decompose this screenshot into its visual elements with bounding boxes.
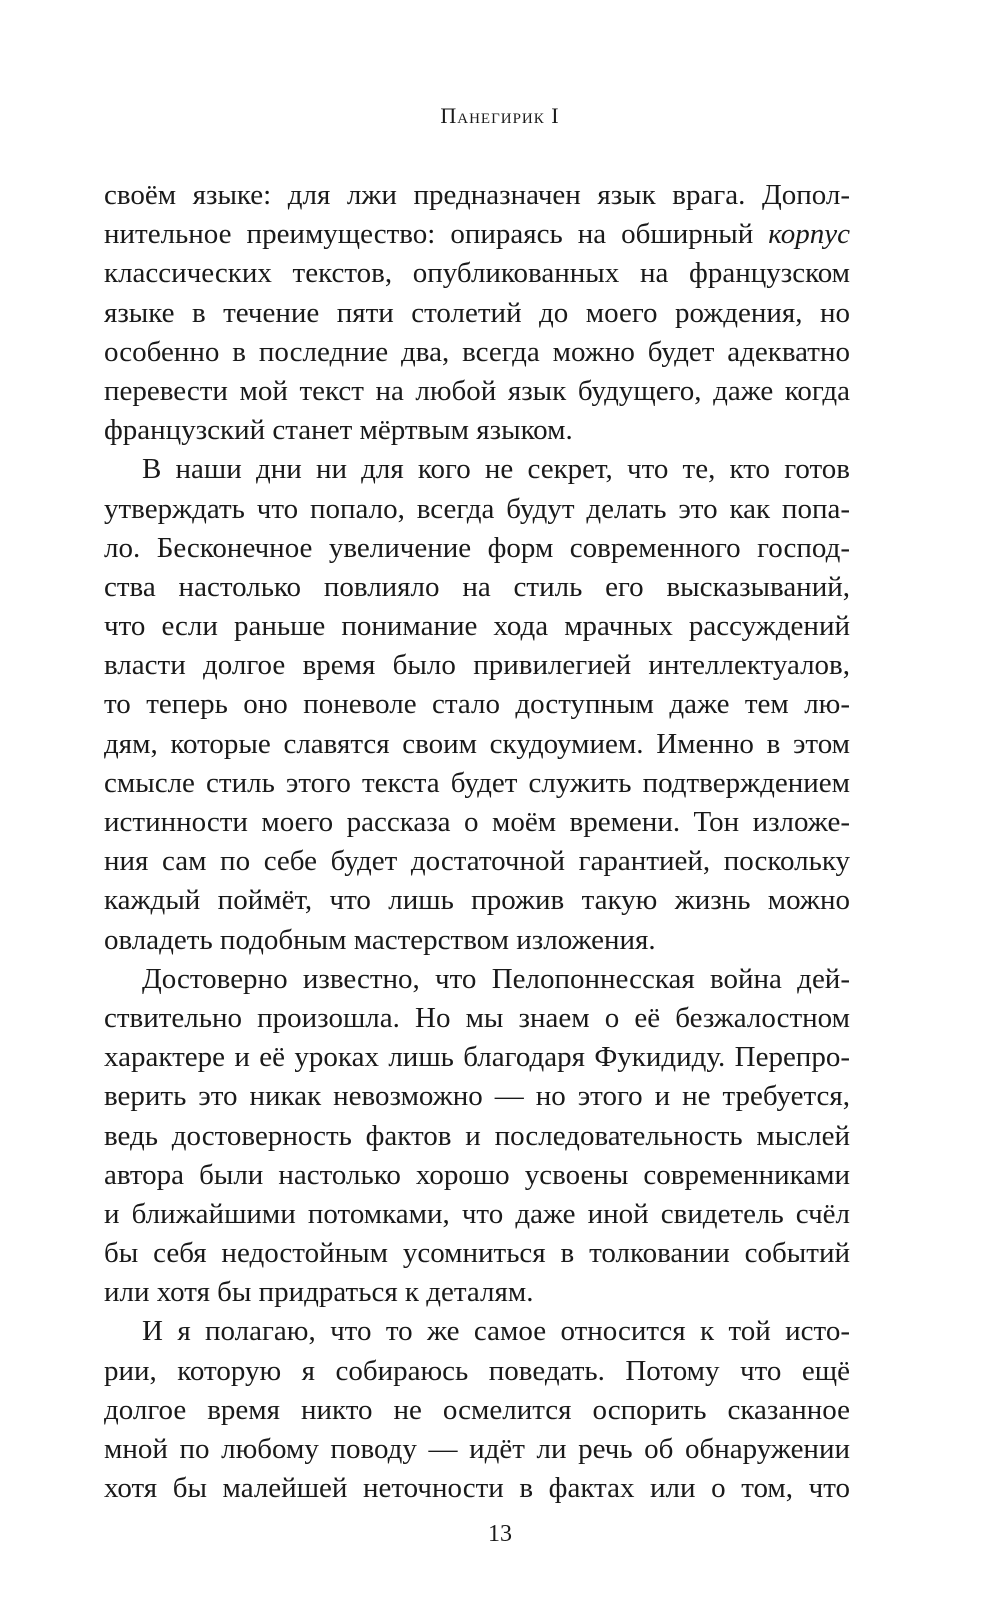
text-line: ведь достоверность фактов и последовательность мыслей [104, 1119, 850, 1152]
text-line: утверждать что попало, всегда будут делать это как попа- [104, 492, 850, 525]
paragraph [104, 450, 850, 959]
text-line: Достоверно известно, что Пелопоннесская война дей- [142, 962, 850, 995]
running-head: Панегирик I [440, 103, 560, 128]
text-line: бы себя недостойным усомниться в толковании событий [104, 1237, 850, 1270]
text-line: истинности моего рассказа о моём времени. Тон изложе- [104, 806, 850, 838]
text-line: ния сам по себе будет достаточной гарантией, поскольку [104, 845, 850, 878]
paragraph [104, 960, 850, 1313]
body-text [104, 176, 850, 1508]
text-line: каждый поймёт, что лишь прожив такую жизнь можно [104, 884, 850, 917]
text-line: своём языке: для лжи предназначен язык врага. Допол- [104, 179, 850, 211]
text-line: И я полагаю, что то же самое относится к той исто- [142, 1315, 850, 1348]
text-line: что если раньше понимание хода мрачных рассуждений [104, 610, 850, 643]
paragraph [104, 176, 850, 450]
text-line: нительное преимущество: опираясь на обширный корпус [104, 218, 850, 251]
text-line: смысле стиль этого текста будет служить подтверждением [104, 766, 850, 799]
text-line: автора были настолько хорошо усвоены современниками [104, 1158, 850, 1191]
text-line: французский станет мёртвым языком. [104, 414, 573, 447]
text-line: мной по любому поводу — идёт ли речь об обнаружении [104, 1433, 850, 1465]
text-line: характере и её уроках лишь благодаря Фукидиду. Перепро- [104, 1041, 850, 1074]
text-line: хотя бы малейшей неточности в фактах или о том, что [104, 1472, 850, 1505]
page-number: 13 [488, 1521, 512, 1547]
text-line: и ближайшими потомками, что даже иной свидетель счёл [104, 1197, 850, 1230]
emphasized-word: корпус [768, 218, 850, 251]
text-line: ствительно произошла. Но мы знаем о её безжалостном [104, 1001, 850, 1034]
text-line: или хотя бы придраться к деталям. [104, 1276, 534, 1309]
text-line: долгое время никто не осмелится оспорить сказанное [104, 1393, 850, 1426]
text-line: В наши дни ни для кого не секрет, что те, кто готов [142, 453, 850, 486]
text-line: классических текстов, опубликованных на французском [104, 257, 850, 290]
text-line: ло. Бесконечное увеличение форм современного господ- [104, 531, 850, 564]
text-line: власти долгое время было привилегией интеллектуалов, [104, 649, 850, 682]
paragraph [104, 1312, 850, 1508]
text-line: овладеть подобным мастерством изложения. [104, 923, 656, 956]
text-line: перевести мой текст на любой язык будущего, даже когда [104, 374, 850, 407]
text-line: рии, которую я собираюсь поведать. Потому что ещё [104, 1354, 850, 1387]
text-line: верить это никак невозможно — но этого и не требуется, [104, 1080, 850, 1113]
text-line: ства настолько повлияло на стиль его высказываний, [104, 570, 850, 603]
text-line: дям, которые славятся своим скудоумием. Именно в этом [104, 727, 850, 760]
text-line: языке в течение пяти столетий до моего рождения, но [104, 296, 850, 329]
text-line: то теперь оно поневоле стало доступным даже тем лю- [104, 688, 850, 721]
text-line: особенно в последние два, всегда можно будет адекватно [104, 335, 850, 368]
